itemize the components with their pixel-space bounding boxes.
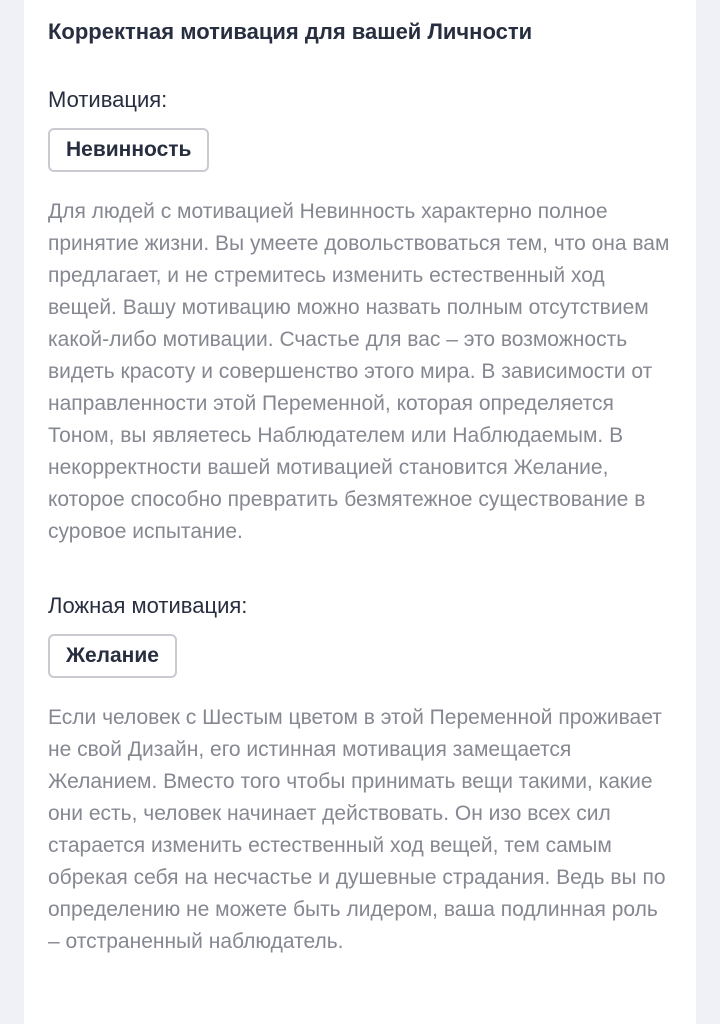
- false-motivation-chip: Желание: [48, 634, 177, 678]
- motivation-card: [24, 0, 696, 1024]
- card-title: Корректная мотивация для вашей Личности: [48, 19, 533, 44]
- motivation-description: Для людей с мотивацией Невинность характерно полное принятие жизни. Вы умеете довольствоваться тем, что она вам предлагает, и не стремитесь изменить естественный ход вещей. Вашу мотивацию можно назвать полным отсутствием какой-либо мотивации. Счастье для вас – это возможность видеть красоту и совершенство этого мира. В зависимости от направленности этой Переменной, которая определяется Тоном, вы являетесь Наблюдателем или Наблюдаемым. В некорректности вашей мотивацией становится Желание, которое способно превратить безмятежное существование в суровое испытание.: [48, 200, 670, 543]
- motivation-label: Мотивация:: [48, 87, 168, 112]
- false-motivation-description: Если человек с Шестым цветом в этой Переменной проживает не свой Дизайн, его истинная мотивация замещается Желанием. Вместо того чтобы принимать вещи такими, какие они есть, человек начинает действовать. Он изо всех сил старается изменить естественный ход вещей, тем самым обрекая себя на несчастье и душевные страдания. Ведь вы по определению не можете быть лидером, ваша подлинная роль – отстраненный наблюдатель.: [48, 706, 666, 953]
- false-motivation-label: Ложная мотивация:: [48, 593, 248, 618]
- motivation-chip: Невинность: [48, 128, 209, 172]
